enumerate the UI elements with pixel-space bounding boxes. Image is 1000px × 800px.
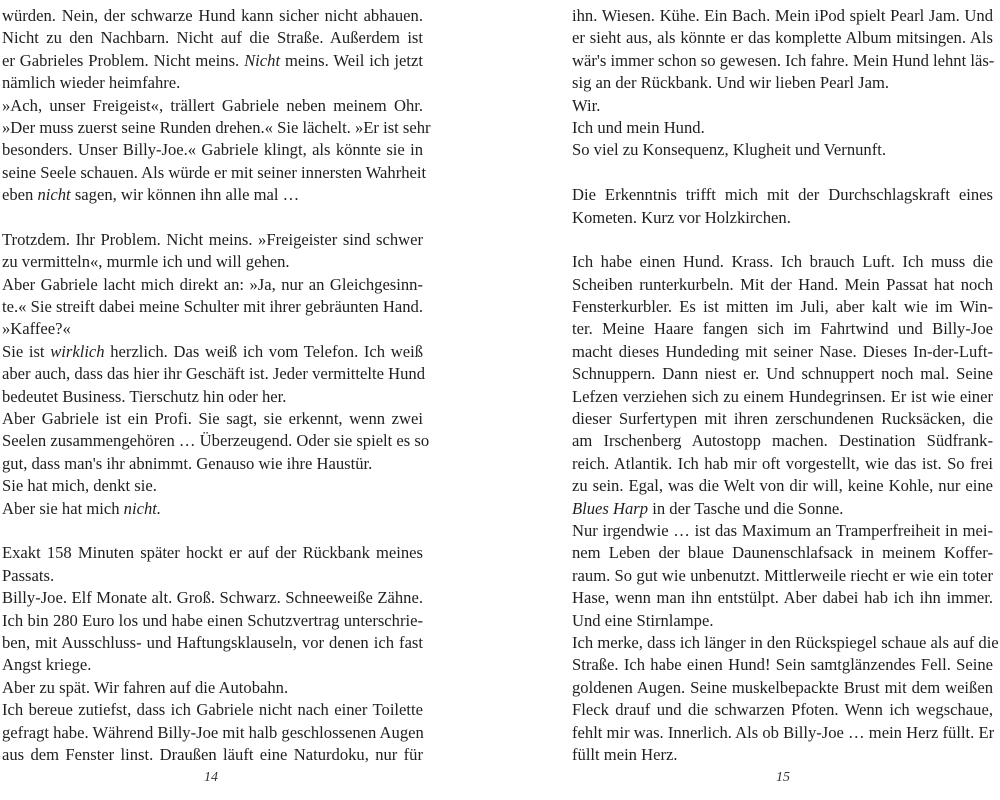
text-line: Aber Gabriele lacht mich direkt an: »Ja, nur an Gleichgesinn- — [2, 274, 423, 294]
text-line: Lefzen verziehen sich zu einem Hundegrinsen. Er ist wie einer — [572, 386, 993, 406]
text-line: Exakt 158 Minuten später hockt er auf der Rückbank meines — [2, 543, 423, 563]
text-line: gut, dass man's ihr abnimmt. Genauso wie ihre Haustür. — [2, 453, 373, 473]
text-run: Aber sie hat mich — [2, 498, 120, 518]
emphasis-text: wirklich — [50, 341, 105, 361]
text-line: »Kaffee?« — [2, 319, 71, 339]
text-line: Sie hat mich, denkt sie. — [2, 476, 157, 496]
text-line: zu vermitteln«, murmle ich und will gehen. — [2, 252, 290, 272]
text-line: würden. Nein, der schwarze Hund kann sicher nicht abhauen. — [2, 6, 423, 25]
text-line: »Der muss zuerst seine Runden drehen.« Sie lächelt. »Er ist sehr — [2, 117, 431, 137]
text-line: Ich merke, dass ich länger in den Rückspiegel schaue als auf die — [572, 632, 999, 652]
text-line: Seelen zusammengehören … Überzeugend. Oder sie spielt es so — [2, 431, 430, 451]
text-run: sagen, wir können ihn alle mal … — [74, 185, 300, 205]
text-line: Ich bin 280 Euro los und habe einen Schutzvertrag unterschrie- — [2, 610, 423, 630]
text-line: bedeutet Business. Tierschutz hin oder her. — [2, 386, 287, 406]
text-line: Und eine Stirnlampe. — [572, 610, 714, 630]
text-line: gefragt habe. Während Billy-Joe mit halb geschlossenen Augen — [2, 722, 424, 742]
text-line: füllt mein Herz. — [572, 744, 678, 764]
page-number-left: 14 — [204, 770, 218, 785]
text-run: meins. Weil ich jetzt — [284, 50, 423, 70]
text-line: er sieht aus, als könnte er das komplette Album mitsingen. Als — [572, 28, 993, 48]
text-line: aus dem Fenster linst. Draußen läuft eine Naturdoku, nur für — [2, 744, 423, 764]
text-run: er Gabrieles Problem. Nicht meins. — [2, 50, 240, 70]
text-line: ben, mit Ausschluss- und Haftungsklauseln, vor denen ich fast — [2, 632, 423, 652]
text-line: besonders. Unser Billy-Joe.« Gabriele klingt, als könnte sie in — [2, 140, 423, 160]
text-line: Ich bereue zutiefst, dass ich Gabriele nicht nach einer Toilette — [2, 700, 423, 720]
emphasis-text: Nicht — [244, 50, 281, 70]
emphasis-text: nicht. — [123, 498, 161, 518]
emphasis-text: Blues Harp — [572, 498, 649, 518]
text-line: Scheiben runterkurbeln. Mit der Hand. Mein Passat hat noch — [572, 274, 993, 294]
text-line: Fensterkurbler. Es ist mitten im Juli, aber kalt wie im Win- — [572, 297, 993, 317]
text-line: Trotzdem. Ihr Problem. Nicht meins. »Freigeister sind schwer — [2, 229, 423, 249]
paragraph-gap — [572, 162, 993, 184]
text-line: »Ach, unser Freigeist«, trällert Gabriele neben meinem Ohr. — [2, 95, 423, 115]
text-line: dieser Surfertypen mit ihren zerschundenen Rucksäcken, die — [572, 409, 993, 429]
text-line — [572, 498, 993, 520]
paragraph-gap — [2, 520, 423, 542]
text-run: in der Tasche und die Sonne. — [652, 498, 844, 518]
text-line: am Irschenberg Autostopp machen. Destination Südfrank- — [572, 431, 993, 451]
text-line: Schnuppern. Dann niest er. Und schnuppert noch mal. Seine — [572, 364, 993, 384]
text-run: herzlich. Das weiß ich vom Telefon. Ich weiß — [110, 341, 423, 361]
text-line: So viel zu Konsequenz, Klugheit und Vernunft. — [572, 140, 887, 160]
left-page — [2, 5, 431, 766]
text-line: te.« Sie streift dabei meine Schulter mit ihrer gebräunten Hand. — [2, 297, 423, 317]
text-line — [2, 50, 423, 72]
text-line — [2, 341, 423, 363]
text-line: nem Leben der blaue Daunenschlafsack in meinem Koffer- — [572, 543, 993, 563]
text-line: Ich und mein Hund. — [572, 117, 705, 137]
page-number-right: 15 — [776, 770, 790, 785]
text-line: seine Seele schauen. Als würde er mit seiner innersten Wahrheit — [2, 162, 427, 182]
text-line: Aber Gabriele ist ein Profi. Sie sagt, sie erkennt, wenn zwei — [2, 409, 423, 429]
text-run: eben — [2, 185, 34, 205]
text-line: ter. Meine Haare fangen sich im Fahrtwind und Billy-Joe — [572, 319, 993, 339]
text-line: zu sein. Egal, was die Welt von dir will, keine Kohle, nur eine — [572, 476, 993, 496]
text-line: Passats. — [2, 565, 55, 585]
text-line: goldenen Augen. Seine muskelbepackte Brust mit dem weißen — [572, 677, 993, 697]
text-line: Hase, wenn man ihn entstülpt. Aber dabei hab ich ihn immer. — [572, 588, 993, 608]
text-line: Nur irgendwie … ist das Maximum an Tramperfreiheit in mei- — [572, 520, 993, 540]
paragraph-gap — [572, 229, 993, 251]
emphasis-text: nicht — [37, 185, 71, 205]
text-line — [2, 184, 423, 206]
text-line: Kometen. Kurz vor Holzkirchen. — [572, 207, 791, 227]
text-line: wär's immer schon so gewesen. Ich fahre. Mein Hund lehnt läs- — [572, 50, 995, 70]
text-line — [2, 498, 423, 520]
text-line: sig an der Rückbank. Und wir lieben Pearl Jam. — [572, 73, 890, 93]
text-line: ihn. Wiesen. Kühe. Ein Bach. Mein iPod spielt Pearl Jam. Und — [572, 6, 993, 25]
text-line: Wir. — [572, 95, 601, 115]
paragraph-gap — [2, 207, 423, 229]
text-line: nämlich wieder heimfahre. — [2, 73, 181, 93]
text-line: fehlt mir was. Innerlich. Als ob Billy-Joe … mein Herz füllt. Er — [572, 722, 995, 742]
text-line: Billy-Joe. Elf Monate alt. Groß. Schwarz. Schneeweiße Zähne. — [2, 588, 423, 608]
text-line: Straße. Ich habe einen Hund! Sein samtglänzendes Fell. Seine — [572, 655, 993, 675]
right-page — [572, 5, 999, 766]
text-line: Angst kriege. — [2, 655, 92, 675]
text-line: Die Erkenntnis trifft mich mit der Durchschlagskraft eines — [572, 185, 993, 205]
text-line: Aber zu spät. Wir fahren auf die Autobahn. — [2, 677, 289, 697]
text-run: Sie ist — [2, 341, 45, 361]
text-line: aber auch, dass das hier ihr Geschäft ist. Jeder vermittelte Hund — [2, 364, 425, 384]
text-line: reich. Atlantik. Ich hab mir oft vorgestellt, wie das ist. So frei — [572, 453, 993, 473]
text-line: Fleck drauf und die schwarzen Pfoten. Wenn ich wegschaue, — [572, 700, 993, 720]
text-line: macht dieses Hundeding mit seiner Nase. Dieses In-der-Luft- — [572, 341, 993, 361]
text-line: raum. So gut wie unbenutzt. Mittlerweile riecht er wie ein toter — [572, 565, 993, 585]
text-line: Ich habe einen Hund. Krass. Ich brauch Luft. Ich muss die — [572, 252, 993, 272]
text-line: Nicht zu den Nachbarn. Nicht auf die Straße. Außerdem ist — [2, 28, 423, 48]
